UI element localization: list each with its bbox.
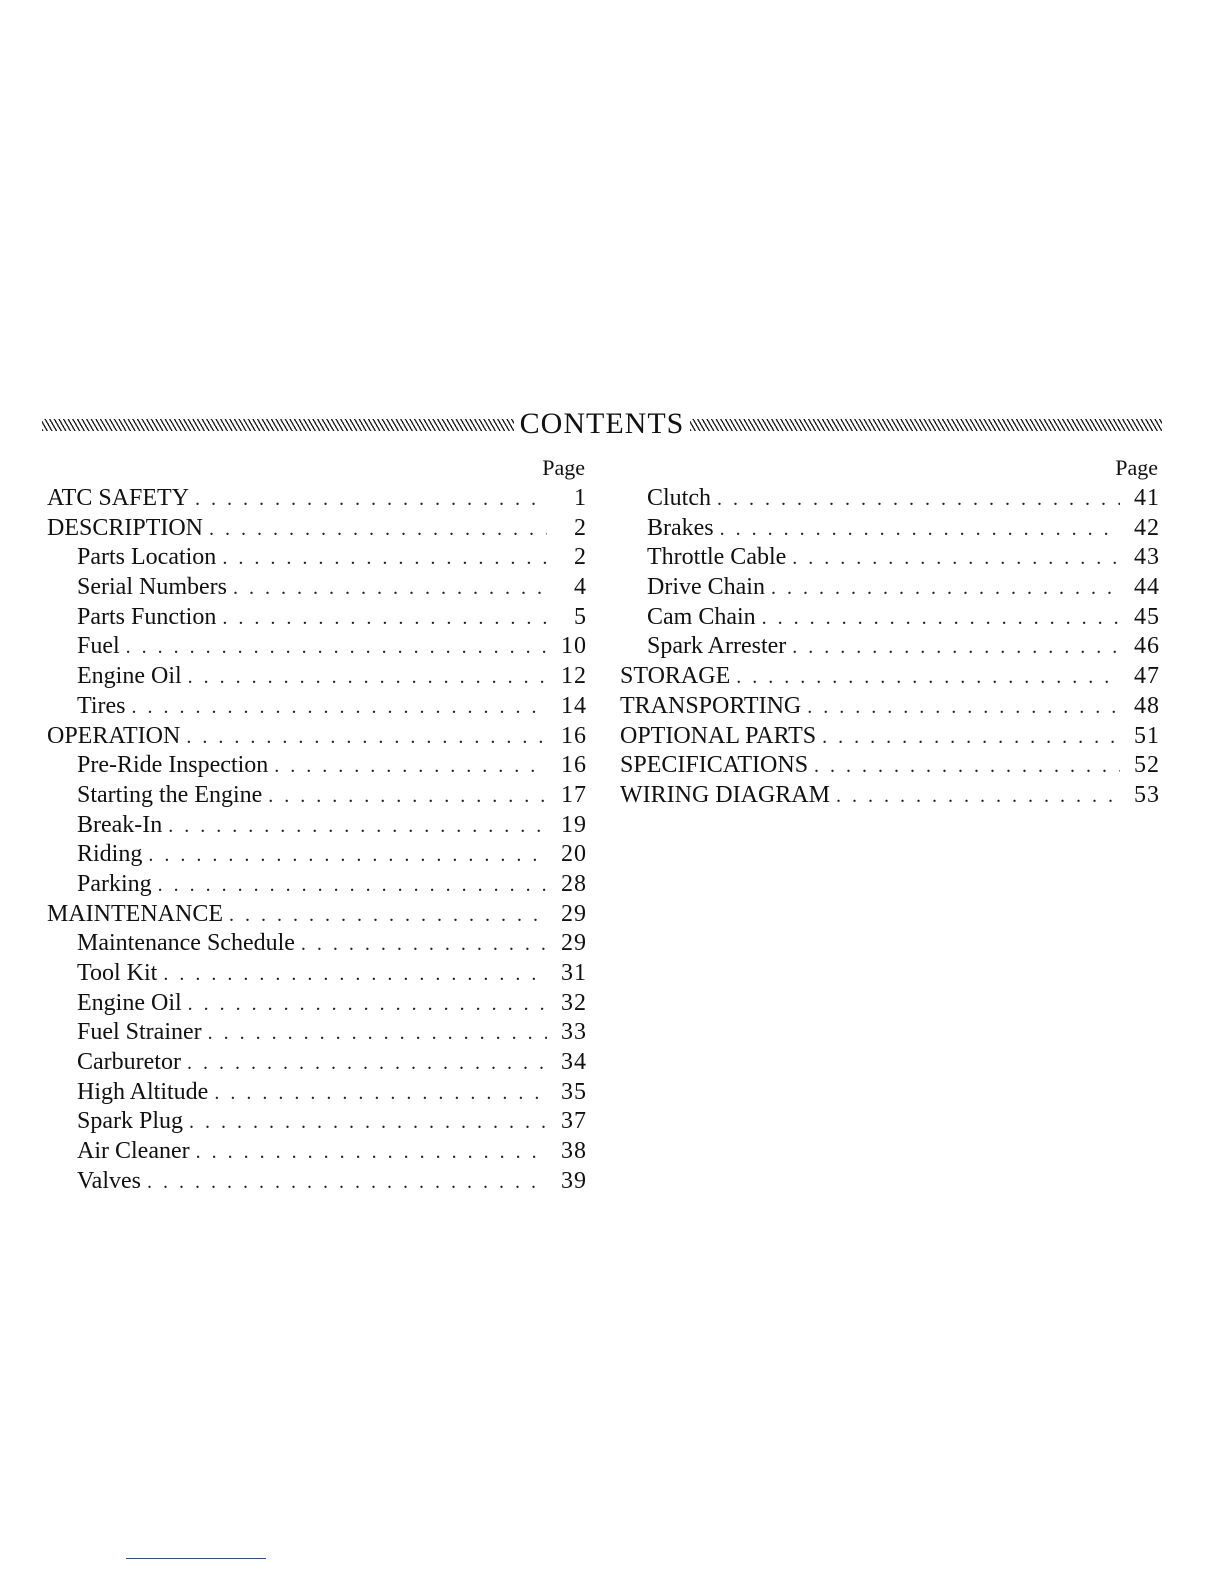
toc-entry-page-number: 47 (1134, 663, 1160, 690)
toc-entry-label: Engine Oil (77, 989, 182, 1016)
toc-entry-label: High Altitude (77, 1078, 209, 1105)
dot-leader (189, 1108, 547, 1138)
toc-entry-label: Parts Function (77, 603, 217, 630)
toc-subentry[interactable] (47, 662, 587, 692)
toc-entry-page-number: 42 (1134, 514, 1160, 541)
dot-leader (268, 782, 547, 812)
toc-entry-page-number: 1 (574, 485, 587, 511)
dot-leader (233, 574, 547, 604)
toc-entry-label: Starting the Engine (77, 781, 263, 808)
toc-entry-label: WIRING DIAGRAM (620, 781, 830, 808)
toc-subentry[interactable] (47, 959, 587, 989)
dot-leader (274, 752, 547, 782)
toc-entry-page-number: 12 (561, 663, 587, 690)
decorative-hatch-right (690, 419, 1162, 431)
toc-entry-page-number: 28 (561, 870, 587, 897)
toc-subentry[interactable] (47, 989, 587, 1019)
decorative-hatch-left (42, 419, 514, 431)
toc-entry[interactable] (47, 514, 587, 544)
toc-entry-page-number: 19 (561, 811, 587, 838)
toc-entry-label: Parts Location (77, 544, 217, 571)
dot-leader (229, 901, 547, 931)
toc-entry[interactable] (47, 484, 587, 514)
toc-entry-page-number: 48 (1134, 692, 1160, 719)
toc-entry-label: TRANSPORTING (620, 692, 802, 719)
dot-leader (836, 782, 1120, 812)
toc-entry-label: Riding (77, 841, 143, 868)
toc-subentry[interactable] (47, 1048, 587, 1078)
toc-entry-page-number: 4 (574, 574, 587, 601)
toc-entry-label: MAINTENANCE (47, 900, 223, 927)
toc-entry[interactable] (620, 751, 1160, 781)
toc-subentry[interactable] (47, 1018, 587, 1048)
toc-entry[interactable] (47, 722, 587, 752)
toc-subentry[interactable] (47, 692, 587, 722)
toc-entry-page-number: 45 (1134, 603, 1160, 630)
toc-entry-page-number: 16 (561, 722, 587, 749)
toc-subentry[interactable] (47, 1167, 587, 1197)
toc-entry-page-number: 32 (561, 989, 587, 1016)
toc-entry-page-number: 34 (561, 1049, 587, 1076)
toc-subentry[interactable] (620, 543, 1160, 573)
dot-leader (126, 633, 547, 663)
dot-leader (188, 663, 547, 693)
toc-subentry[interactable] (47, 1107, 587, 1137)
dot-leader (209, 515, 547, 545)
toc-entry-label: Clutch (647, 485, 711, 511)
toc-entry-page-number: 52 (1134, 752, 1160, 779)
toc-entry-page-number: 41 (1134, 485, 1160, 511)
toc-entry-page-number: 46 (1134, 633, 1160, 660)
toc-entry-label: Fuel (77, 633, 120, 660)
toc-entry-page-number: 38 (561, 1138, 587, 1165)
dot-leader (158, 871, 547, 901)
toc-entry[interactable] (47, 900, 587, 930)
toc-entry-page-number: 31 (561, 960, 587, 986)
toc-subentry[interactable] (47, 840, 587, 870)
toc-entry-label: Carburetor (77, 1049, 181, 1076)
dot-leader (807, 693, 1120, 723)
toc-subentry[interactable] (47, 1078, 587, 1108)
toc-entry-page-number: 29 (561, 930, 587, 957)
toc-entry-label: SPECIFICATIONS (620, 752, 809, 779)
toc-entry-label: OPTIONAL PARTS (620, 722, 817, 749)
dot-leader (208, 1019, 547, 1049)
dot-leader (717, 485, 1120, 515)
dot-leader (792, 544, 1120, 574)
toc-entry[interactable] (620, 692, 1160, 722)
toc-subentry[interactable] (47, 632, 587, 662)
dot-leader (792, 633, 1120, 663)
toc-entry-label: Fuel Strainer (77, 1019, 202, 1046)
dot-leader (214, 1079, 547, 1109)
toc-subentry[interactable] (47, 1137, 587, 1167)
toc-entry-label: Throttle Cable (647, 544, 787, 571)
toc-entry-page-number: 20 (561, 841, 587, 868)
toc-subentry[interactable] (620, 603, 1160, 633)
footer-rule (126, 1558, 266, 1559)
toc-entry-page-number: 35 (561, 1078, 587, 1105)
dot-leader (301, 930, 547, 960)
toc-entry-label: Maintenance Schedule (77, 930, 295, 957)
toc-subentry[interactable] (47, 929, 587, 959)
toc-entry[interactable] (620, 662, 1160, 692)
toc-entry-label: Spark Plug (77, 1108, 184, 1135)
dot-leader (195, 485, 547, 515)
toc-entry-page-number: 43 (1134, 544, 1160, 571)
toc-entry-page-number: 14 (561, 692, 587, 719)
toc-entry-page-number: 33 (561, 1019, 587, 1046)
page-column-header: Page (1115, 455, 1158, 480)
toc-entry-label: Spark Arrester (647, 633, 787, 660)
toc-subentry[interactable] (47, 573, 587, 603)
toc-entry-page-number: 17 (561, 781, 587, 808)
dot-leader (163, 960, 547, 990)
toc-entry-label: Cam Chain (647, 603, 756, 630)
toc-entry-label: STORAGE (620, 663, 731, 690)
toc-entry-page-number: 51 (1134, 722, 1160, 749)
toc-entry-page-number: 44 (1134, 574, 1160, 601)
toc-entry-label: Break-In (77, 811, 163, 838)
toc-entry-page-number: 2 (574, 544, 587, 571)
toc-entry-label: Tires (77, 692, 126, 719)
toc-entry-page-number: 16 (561, 752, 587, 779)
toc-entry-label: Engine Oil (77, 663, 182, 690)
toc-entry-page-number: 53 (1134, 781, 1160, 808)
toc-column-right (620, 452, 1160, 811)
toc-entry-label: Air Cleaner (77, 1138, 190, 1165)
toc-entry-label: Parking (77, 870, 152, 897)
toc-entry-label: Drive Chain (647, 574, 765, 601)
dot-leader (736, 663, 1120, 693)
toc-subentry[interactable] (47, 543, 587, 573)
toc-column-left (47, 452, 587, 1197)
page-column-header: Page (542, 455, 585, 480)
toc-entry-label: DESCRIPTION (47, 514, 204, 541)
toc-entry-page-number: 37 (561, 1108, 587, 1135)
toc-subentry[interactable] (47, 811, 587, 841)
dot-leader (131, 693, 547, 723)
toc-entry-page-number: 5 (574, 603, 587, 630)
toc-entry-page-number: 29 (561, 900, 587, 927)
dot-leader (222, 544, 547, 574)
toc-subentry[interactable] (47, 870, 587, 900)
dot-leader (720, 515, 1120, 545)
contents-header (42, 404, 1162, 444)
page-title: CONTENTS (519, 407, 685, 440)
dot-leader (147, 1168, 547, 1198)
toc-list-right (620, 484, 1160, 811)
toc-entry-label: OPERATION (47, 722, 181, 749)
toc-list-left (47, 484, 587, 1197)
dot-leader (168, 812, 547, 842)
toc-entry[interactable] (620, 781, 1160, 811)
dot-leader (762, 604, 1120, 634)
dot-leader (188, 990, 547, 1020)
toc-entry[interactable] (620, 722, 1160, 752)
toc-entry-label: Pre-Ride Inspection (77, 752, 269, 779)
toc-entry-page-number: 39 (561, 1167, 587, 1194)
toc-subentry[interactable] (620, 632, 1160, 662)
dot-leader (822, 723, 1120, 753)
toc-entry-label: Serial Numbers (77, 574, 227, 601)
dot-leader (196, 1138, 547, 1168)
toc-entry-page-number: 2 (574, 514, 587, 541)
toc-entry-label: Brakes (647, 514, 714, 541)
toc-subentry[interactable] (47, 603, 587, 633)
toc-subentry[interactable] (620, 573, 1160, 603)
toc-entry-label: Valves (77, 1167, 141, 1194)
dot-leader (222, 604, 547, 634)
toc-subentry[interactable] (47, 751, 587, 781)
toc-entry-page-number: 10 (561, 633, 587, 660)
dot-leader (186, 723, 547, 753)
dot-leader (148, 841, 547, 871)
dot-leader (771, 574, 1120, 604)
dot-leader (814, 752, 1120, 782)
toc-subentry[interactable] (620, 514, 1160, 544)
toc-subentry[interactable] (47, 781, 587, 811)
dot-leader (187, 1049, 547, 1079)
toc-entry-label: Tool Kit (77, 960, 158, 986)
toc-entry-label: ATC SAFETY (47, 485, 190, 511)
toc-subentry[interactable] (620, 484, 1160, 514)
